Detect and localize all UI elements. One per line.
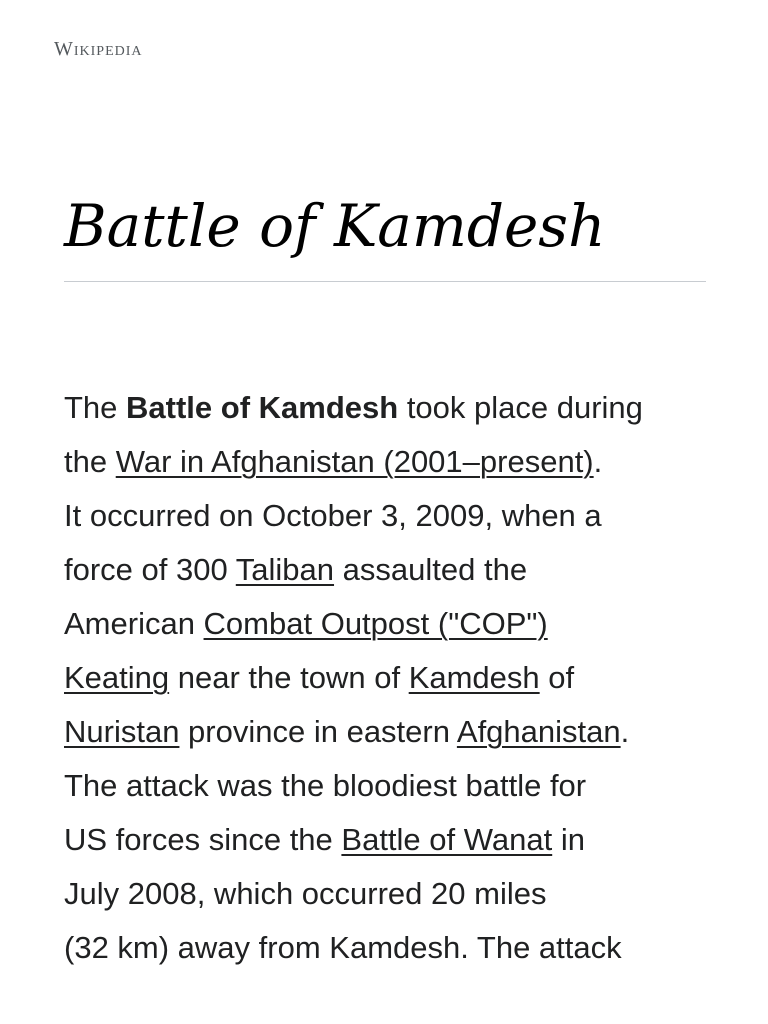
link-nuristan[interactable]: Nuristan [64, 714, 180, 749]
title-divider [64, 281, 706, 282]
lead-paragraph [64, 381, 724, 975]
link-keating[interactable]: Keating [64, 660, 170, 695]
lead-text: took place during [398, 390, 643, 425]
lead-line-3: It occurred on October 3, 2009, when a [64, 498, 602, 533]
lead-text: in [552, 822, 585, 857]
lead-text: . [620, 714, 630, 749]
lead-line-6 [64, 651, 724, 705]
lead-line-5 [64, 597, 724, 651]
lead-line-11: (32 km) away from Kamdesh. The attack [64, 930, 622, 965]
link-kamdesh[interactable]: Kamdesh [408, 660, 540, 695]
link-afghanistan[interactable]: Afghanistan [456, 714, 621, 749]
lead-line-10: July 2008, which occurred 20 miles [64, 876, 547, 911]
lead-line-4 [64, 543, 724, 597]
lead-text: American [64, 606, 204, 641]
link-taliban[interactable]: Taliban [235, 552, 335, 587]
lead-text: US forces since the [64, 822, 342, 857]
lead-text: The [64, 390, 127, 425]
lead-text: . [593, 444, 603, 479]
lead-text: near the town of [169, 660, 409, 695]
link-war-in-afghanistan[interactable]: War in Afghanistan (2001–present) [115, 444, 594, 479]
lead-text: of [539, 660, 575, 695]
lead-text: assaulted the [334, 552, 528, 587]
lead-line-2 [64, 435, 724, 489]
link-battle-of-wanat[interactable]: Battle of Wanat [341, 822, 553, 857]
bold-article-name: Battle of Kamdesh [126, 390, 399, 425]
link-combat-outpost[interactable]: Combat Outpost ("COP") [203, 606, 548, 641]
lead-line-9 [64, 813, 724, 867]
lead-line-8: The attack was the bloodiest battle for [64, 768, 587, 803]
lead-text: force of 300 [64, 552, 236, 587]
lead-line-7 [64, 705, 724, 759]
lead-text: province in eastern [179, 714, 457, 749]
lead-text: the [64, 444, 116, 479]
wikipedia-wordmark[interactable]: Wikipedia [54, 38, 143, 60]
lead-line-1 [64, 381, 724, 435]
page-title: Battle of Kamdesh [64, 192, 606, 260]
